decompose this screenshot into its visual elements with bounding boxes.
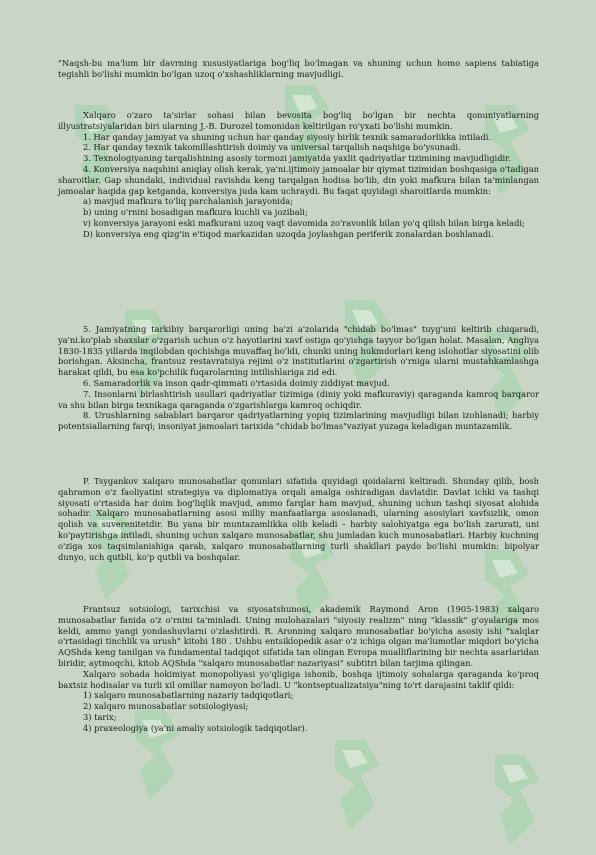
list-item: 2) xalqaro munosabatlar sotsiologiyasi; bbox=[83, 701, 249, 712]
paragraph: P. Tsygankov xalqaro munosabatlar qonunlari sifatida quyidagi qoidalarni keltiradi. Shunday qilib, bosh qahramon o'z faoliyatini strategiya va diplomatiya orqali amalga oshiradigan davlatdir. Davlat ichki va tashqi siyosati o'rtasida har doim bog'liqlik mavjud, ammo farqlar ham mavjud, shuning uchun tashqi siyosat alohida sohadir. Xalqaro munosabatlarning asosi milliy manfaatlarga asoslanadi, ularning asosiylari xavfsizlik, omon qolish va suverenitetdir. Bu yana bir muntazamlikka olib keladi – harbiy salohiyatga ega bo'lish zarurati, uni ko'paytirishga intiladi, shuning uchun xalqaro munosabatlar, shu jumladan kuch munosabatlari. Harbiy kuchning o'ziga xos taqsimlanishiga qarab, xalqaro munosabatlarning turli shakllari paydo bo'lishi mumkin: bipolyar dunyo, uch qutbli, ko'p qutbli va boshqalar. bbox=[58, 476, 539, 562]
sub-item: a) mavjud mafkura to'liq parchalanish jarayonida; bbox=[83, 196, 294, 207]
list-item: 3. Texnologiyaning tarqalishining asosiy tormozi jamiyatda yaxlit qadriyatlar tizimining mavjudligidir. bbox=[83, 153, 511, 164]
list-item: 2. Har qanday texnik takomillashtirish doimiy va universal tarqalish naqshiga bo'ysunadi. bbox=[83, 142, 461, 153]
intro-block bbox=[58, 58, 539, 80]
list-item: 5. Jamiyatning tarkibiy barqarorligi uning ba'zi a'zolarida "chidab bo'lmas" tuyg'uni keltirib chiqaradi, ya'ni.ko'plab shaxslar o'zgarish uchun o'z hayotlarini xavf ostiga qo'yishga tayyor bo'lgan holat. Masalan, Angliya 1830-1835 yillarda inqilobdan qochishga muvaffaq bo'ldi, chunki uning hukmdorlari keng islohotlar siyosatini olib borishgan. Aksincha, frantsuz restavratsiya rejimi o'z institutlarini o'zgartirish o'rniga ularni mustahkamlashga harakat qildi, bu esa ko'pchilik fuqarolarning intilishlariga zid edi. bbox=[58, 324, 539, 378]
section-4 bbox=[58, 604, 539, 734]
sub-item: b) uning o'rnini bosadigan mafkura kuchli va jozibali; bbox=[83, 207, 308, 218]
list-item: 3) tarix; bbox=[83, 711, 117, 722]
sub-item: v) konversiya jarayoni eski mafkurani uzoq vaqt davomida zo'ravonlik bilan yo'q qilish bilan birga keladi; bbox=[83, 217, 525, 228]
intro-paragraph: "Naqsh-bu ma'lum bir davrning xususiyatlariga bog'liq bo'lmagan va shuning uchun homo sapiens tabiatiga tegishli bo'lishi mumkin bo'lgan uzoq o'xshashliklarning mavjudligi. bbox=[58, 58, 539, 79]
section-3 bbox=[58, 476, 539, 562]
watermark-logo-icon bbox=[320, 730, 390, 840]
list-item: 4. Konversiya naqshini aniqlay olish kerak, ya'ni.ijtimoiy jamoalar bir qiymat tizimidan boshqasiga o'tadigan sharoitlar. Gap shundaki, individual ravishda keng tarqalgan hodisa bo'lib, din yoki mafkura bilan ta'minlangan jamoalar haqida gap ketganda, konversiya juda kam uchraydi. Bu faqat quyidagi sharoitlarda mumkin: bbox=[58, 163, 539, 196]
section-1-lead: Xalqaro o'zaro ta'sirlar sohasi bilan bevosita bog'liq bo'lgan bir nechta qonuniyatlarning illyustratsiyalaridan biri ularning J.-B. Durozel tomonidan keltirilgan ro'yxati bo'lishi mumkin. bbox=[58, 110, 539, 131]
list-item: 6. Samaradorlik va inson qadr-qimmati o'rtasida doimiy ziddiyat mavjud. bbox=[83, 377, 390, 388]
watermark-logo-icon bbox=[480, 745, 550, 855]
sub-item: D) konversiya eng qizg'in e'tiqod markazidan uzoqda joylashgan periferik zonalardan boshlanadi. bbox=[83, 228, 494, 239]
list-item: 8. Urushlarning sabablari barqaror qadriyatlarning yopiq tizimlarining mavjudligi bilan izohlanadi; harbiy potentsiallarning farqi; insoniyat jamoalari tarixida "chidab bo'lmas"vaziyat yuzaga keladigan muntazamlik. bbox=[58, 410, 539, 432]
section-2 bbox=[58, 324, 539, 432]
list-item: 1. Har qanday jamiyat va shuning uchun har qanday siyosiy birlik texnik samaradorlikka intiladi. bbox=[83, 131, 492, 142]
paragraph: Frantsuz sotsiologi, tarixchisi va siyosatshunosi, akademik Raymond Aron (1905-1983) xalqaro munosabatlar fanida o'z o'rnini ta'minladi. Uning mulohazalari "siyosiy realizm" ning "klassik" g'oyalariga mos keldi, ammo yangi yondashuvlarni o'zlashtirdi. R. Aronning xalqaro munosabatlar bo'yicha asosiy ishi "xalqlar o'rtasidagi tinchlik va urush" kitobi 180 . Ushbu entsiklopedik asar o'z ichiga olgan ma'lumotlar miqdori bo'yicha AQShda keng tanilgan va fundamental tadqiqot sifatida tan olingan Evropa mualliflarining bir nechta asarlaridan biridir, aytmoqchi, kitob AQShda "xalqaro munosabatlar nazariyasi" subtitri bilan tarjima qilingan. bbox=[58, 604, 539, 668]
list-item: 4) praxeologiya (ya'ni amaliy sotsiologik tadqiqotlar). bbox=[83, 722, 308, 733]
section-1 bbox=[58, 110, 539, 240]
paragraph: Xalqaro sohada hokimiyat monopoliyasi yo'qligiga ishonib, boshqa ijtimoiy sohalarga qaraganda ko'proq baxtsiz hodisalar va turli xil omillar namoyon bo'ladi. U "kontseptualizatsiya"ning to'rt darajasini taklif qildi: bbox=[58, 668, 539, 690]
list-item: 7. Insonlarni birlashtirish usullari qadriyatlar tizimiga (diniy yoki mafkuraviy) qaraganda kamroq barqaror va shu bilan birga texnikaga qaraganda o'zgarishlarga kamroq ochiqdir. bbox=[58, 388, 539, 410]
list-item: 1) xalqaro munosabatlarning nazariy tadqiqotlari; bbox=[83, 690, 294, 701]
